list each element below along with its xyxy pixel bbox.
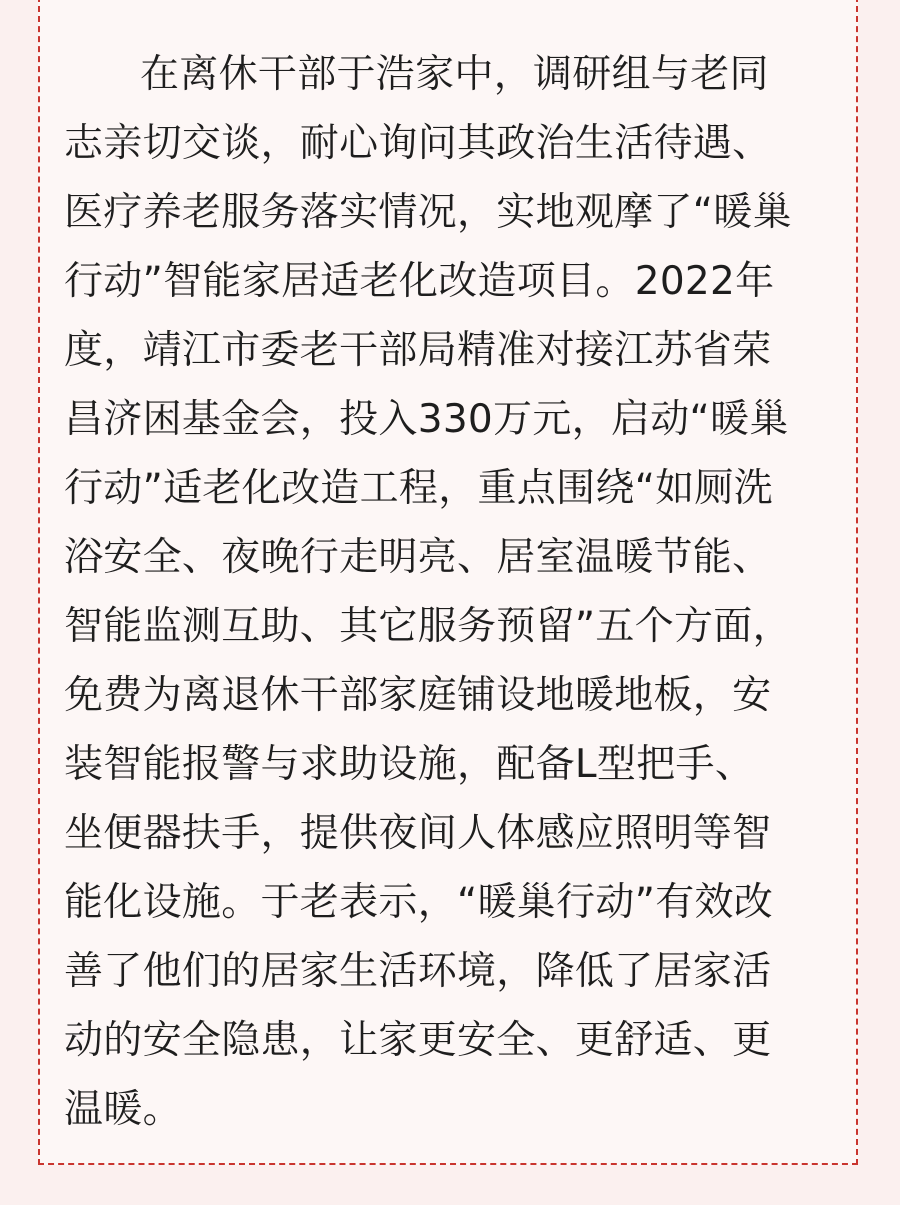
- paragraph-line: 坐便器扶手，提供夜间人体感应照明等智: [64, 811, 772, 856]
- paragraph-line: 志亲切交谈，耐心询问其政治生活待遇、: [64, 121, 772, 166]
- paragraph-line: 善了他们的居家生活环境，降低了居家活: [64, 949, 772, 994]
- paragraph-line: 智能监测互助、其它服务预留”五个方面，: [64, 604, 792, 649]
- paragraph-line: 浴安全、夜晚行走明亮、居室温暖节能、: [64, 535, 772, 580]
- paragraph-line: 昌济困基金会，投入330万元，启动“暖巢: [64, 397, 789, 442]
- paragraph-line: 装智能报警与求助设施，配备L型把手、: [64, 742, 755, 787]
- paragraph-line: 医疗养老服务落实情况，实地观摩了“暖巢: [64, 190, 792, 235]
- paragraph-line: 行动”智能家居适老化改造项目。2022年: [64, 259, 775, 304]
- paragraph-line: 温暖。: [64, 1087, 182, 1132]
- paragraph-line: 免费为离退休干部家庭铺设地暖地板，安: [64, 673, 772, 718]
- paragraph-line: 在离休干部于浩家中，调研组与老同: [140, 52, 769, 97]
- paragraph-line: 动的安全隐患，让家更安全、更舒适、更: [64, 1018, 772, 1063]
- article-paragraph: [64, 40, 834, 1144]
- paragraph-line: 行动”适老化改造工程，重点围绕“如厕洗: [64, 466, 774, 511]
- paragraph-line: 能化设施。于老表示，“暖巢行动”有效改: [64, 880, 774, 925]
- paragraph-line: 度，靖江市委老干部局精准对接江苏省荣: [64, 328, 772, 373]
